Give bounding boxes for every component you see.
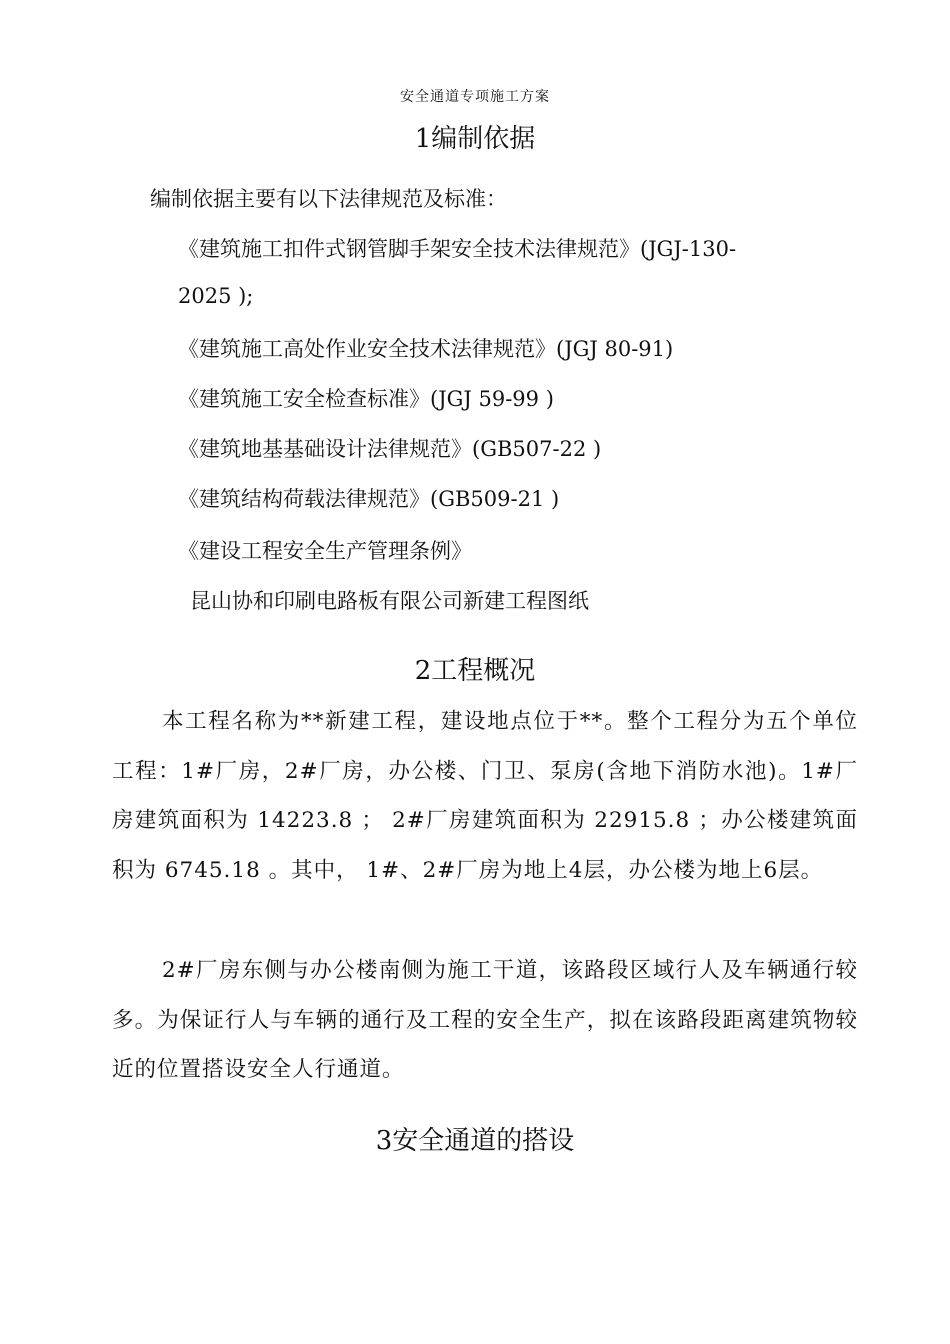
section-1-heading: 1编制依据	[414, 124, 536, 154]
section-2-paragraph-1: 本工程名称为**新建工程，建设地点位于**。整个工程分为五个单位工程：1#厂房，2#厂房，办公楼、门卫、泵房(含地下消防水池)。1#厂房建筑面积为 14223.8 ； 2#厂房建筑面积为 22915.8 ；办公楼建筑面积为 6745.18 。其中， 1#、2#厂房为地上4层，办公楼为地上6层。	[112, 709, 858, 883]
section-2-paragraph-2: 2#厂房东侧与办公楼南侧为施工干道，该路段区域行人及车辆通行较多。为保证行人与车辆的通行及工程的安全生产，拟在该路段距离建筑物较近的位置搭设安全人行通道。	[112, 958, 858, 1082]
standard-item-6: 《建设工程安全生产管理条例》	[178, 539, 472, 563]
standard-item-3: 《建筑施工安全检查标准》(JGJ 59-99 )	[178, 387, 554, 411]
standard-item-1-continued: 2025 );	[178, 284, 254, 308]
section-3-heading: 3安全通道的搭设	[375, 1126, 575, 1156]
section-1-intro: 编制依据主要有以下法律规范及标准：	[150, 187, 507, 211]
standard-item-2: 《建筑施工高处作业安全技术法律规范》(JGJ 80-91)	[178, 337, 674, 361]
standard-item-1: 《建筑施工扣件式钢管脚手架安全技术法律规范》(JGJ-130-	[178, 237, 737, 261]
standard-item-7: 昆山协和印刷电路板有限公司新建工程图纸	[190, 589, 589, 613]
standard-item-5: 《建筑结构荷载法律规范》(GB509-21 )	[178, 487, 560, 511]
standard-item-4: 《建筑地基基础设计法律规范》(GB507-22 )	[178, 437, 602, 461]
section-2-heading: 2工程概况	[414, 656, 536, 686]
running-header: 安全通道专项施工方案	[400, 89, 550, 105]
